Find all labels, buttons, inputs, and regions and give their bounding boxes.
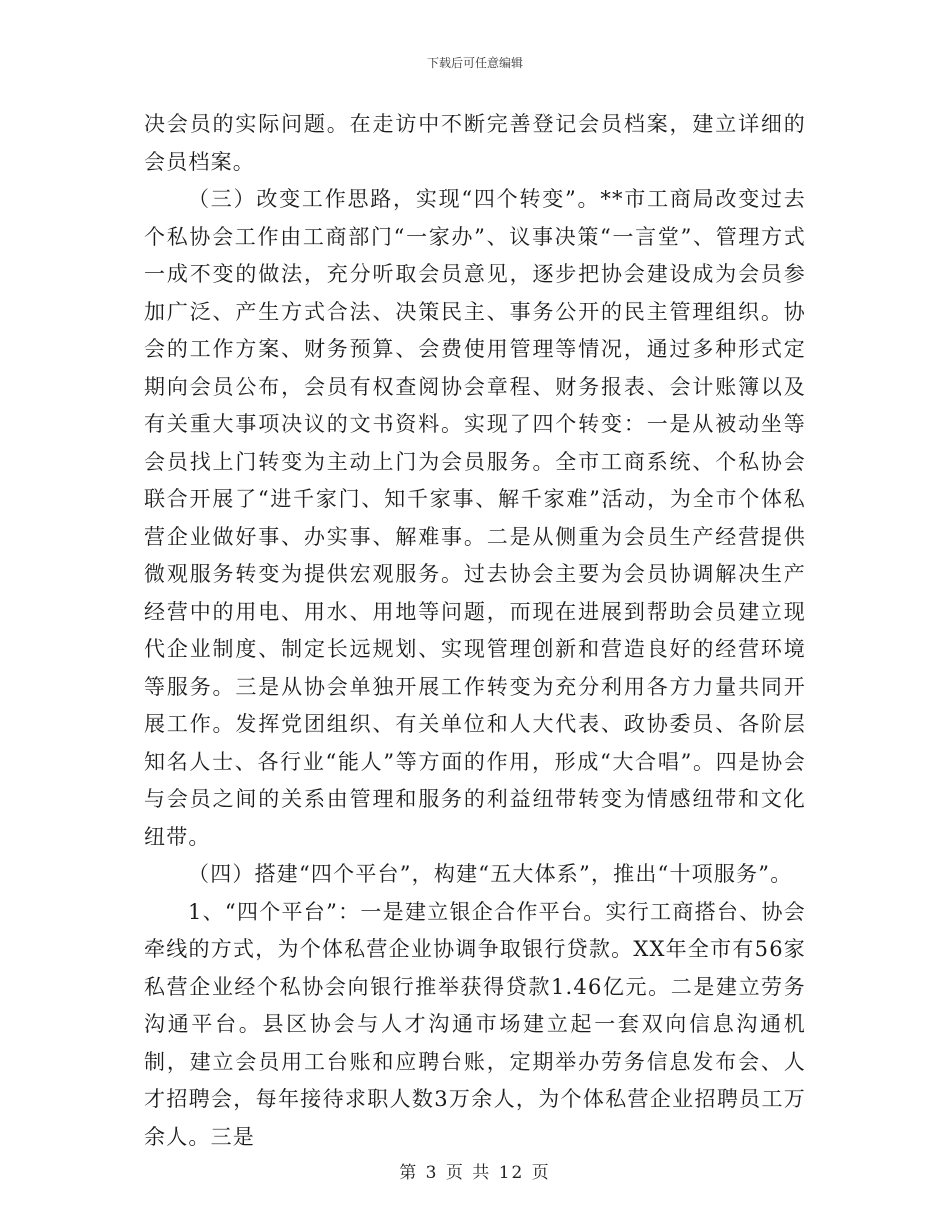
paragraph-continuation: 决会员的实际问题。在走访中不断完善登记会员档案，建立详细的会员档案。	[144, 112, 806, 174]
paragraph-section-four-heading: （四）搭建“四个平台”，构建“五大体系”，推出“十项服务”。	[188, 862, 793, 886]
paragraph-four-platforms: 1、“四个平台”：一是建立银企合作平台。实行工商搭台、协会牵线的方式，为个体私营企业协调争取银行贷款。XX年全市有56家私营企业经个私协会向银行推举获得贷款1.46亿元。二是建立劳务沟通平台。县区协会与人才沟通市场建立起一套双向信息沟通机制，建立会员用工台账和应聘台账，定期举办劳务信息发布会、人才招聘会，每年接待求职人数3万余人，为个体私营企业招聘员工万余人。三是	[144, 899, 806, 1149]
page-number: 第 3 页 共 12 页	[399, 1163, 551, 1183]
paragraph-section-three: （三）改变工作思路，实现“四个转变”。**市工商局改变过去个私协会工作由工商部门“一家办”、议事决策“一言堂”、管理方式一成不变的做法，充分听取会员意见，逐步把协会建设成为会员参加广泛、产生方式合法、决策民主、事务公开的民主管理组织。协会的工作方案、财务预算、会费使用管理等情况，通过多种形式定期向会员公布，会员有权查阅协会章程、财务报表、会计账簿以及有关重大事项决议的文书资料。实现了四个转变：一是从被动坐等会员找上门转变为主动上门为会员服务。全市工商系统、个私协会联合开展了“进千家门、知千家事、解千家难”活动，为全市个体私营企业做好事、办实事、解难事。二是从侧重为会员生产经营提供微观服务转变为提供宏观服务。过去协会主要为会员协调解决生产经营中的用电、用水、用地等问题，而现在进展到帮助会员建立现代企业制度、制定长远规划、实现管理创新和营造良好的经营环境等服务。三是从协会单独开展工作转变为充分利用各方力量共同开展工作。发挥党团组织、有关单位和人大代表、政协委员、各阶层知名人士、各行业“能人”等方面的作用，形成“大合唱”。四是协会与会员之间的关系由管理和服务的利益纽带转变为情感纽带和文化纽带。	[144, 187, 806, 849]
document-body	[144, 106, 806, 1156]
page-header-note: 下载后可任意编辑	[426, 56, 523, 70]
